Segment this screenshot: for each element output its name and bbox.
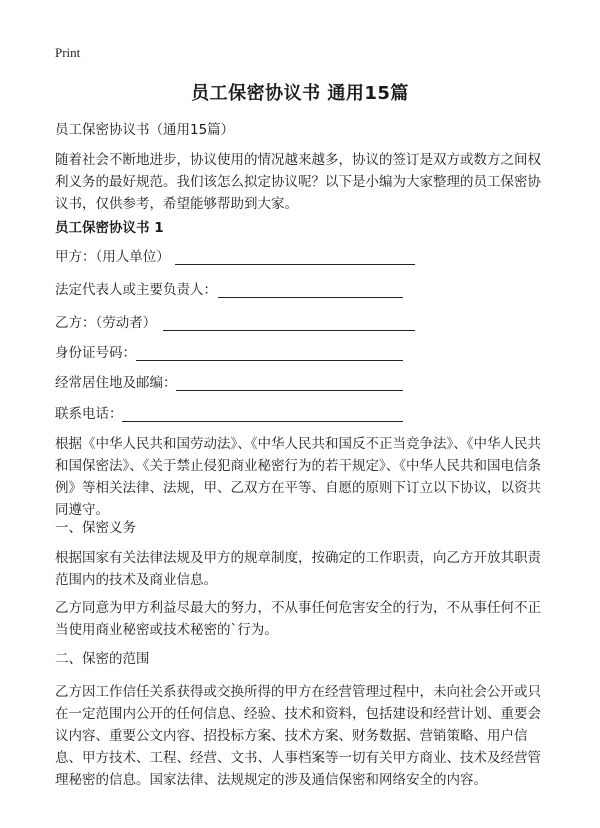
legal-rep-blank-line (218, 297, 403, 298)
address-label: 经常居住地及邮编： (55, 375, 177, 391)
intro-paragraph: 随着社会不断地进步，协议使用的情况越来越多，协议的签订是双方或数方之间权利义务的最好规范。我们该怎么拟定协议呢？以下是小编为大家整理的员工保密协议书，仅供参考，希望能够帮助到大家。 (55, 152, 541, 212)
duty-paragraph-2: 乙方同意为甲方利益尽最大的努力，不从事任何危害安全的行为，不从事任何不正当使用商业秘密或技术秘密的`行为。 (55, 600, 541, 638)
id-number-label: 身份证号码： (55, 345, 136, 361)
section-2-heading: 二、保密的范围 (55, 651, 150, 667)
section-1-heading: 一、保密义务 (55, 520, 136, 536)
party-b-blank-line (163, 330, 415, 331)
scope-paragraph: 乙方因工作信任关系获得或交换所得的甲方在经营管理过程中，未向社会公开或只在一定范围内公开的任何信息、经验、技术和资料，包括建设和经营计划、重要会议内容、重要公文内容、招投标方案、技术方案、财务数据、营销策略、用户信息、甲方技术、工程、经营、文书、人事档案等一切有关甲方商业、技术及经营管理秘密的信息。国家法律、法规规定的涉及通信保密和网络安全的内容。 (55, 684, 541, 788)
address-blank-line (176, 390, 403, 391)
duty-paragraph-1: 根据国家有关法律法规及甲方的规章制度，按确定的工作职责，向乙方开放其职责范围内的技术及商业信息。 (55, 550, 541, 588)
party-b-label: 乙方：（劳动者） (55, 315, 157, 331)
phone-blank-line (122, 421, 403, 422)
party-a-label: 甲方：（用人单位） (55, 249, 170, 265)
phone-label: 联系电话： (55, 406, 123, 422)
print-label[interactable]: Print (55, 45, 81, 60)
id-number-blank-line (136, 360, 403, 361)
document-subtitle: 员工保密协议书（通用15篇） (55, 122, 235, 138)
party-a-blank-line (175, 264, 415, 265)
section-heading: 员工保密协议书 1 (55, 220, 164, 236)
legal-basis-paragraph: 根据《中华人民共和国劳动法》、《中华人民共和国反不正当竞争法》、《中华人民共和国保密法》、《关于禁止侵犯商业秘密行为的若干规定》、《中华人民共和国电信条例》等相关法律、法规，甲、乙双方在平等、自愿的原则下订立以下协议，以资共同遵守。 (55, 436, 541, 518)
legal-rep-label: 法定代表人或主要负责人： (55, 282, 217, 298)
document-title: 员工保密协议书 通用15篇 (191, 83, 409, 104)
